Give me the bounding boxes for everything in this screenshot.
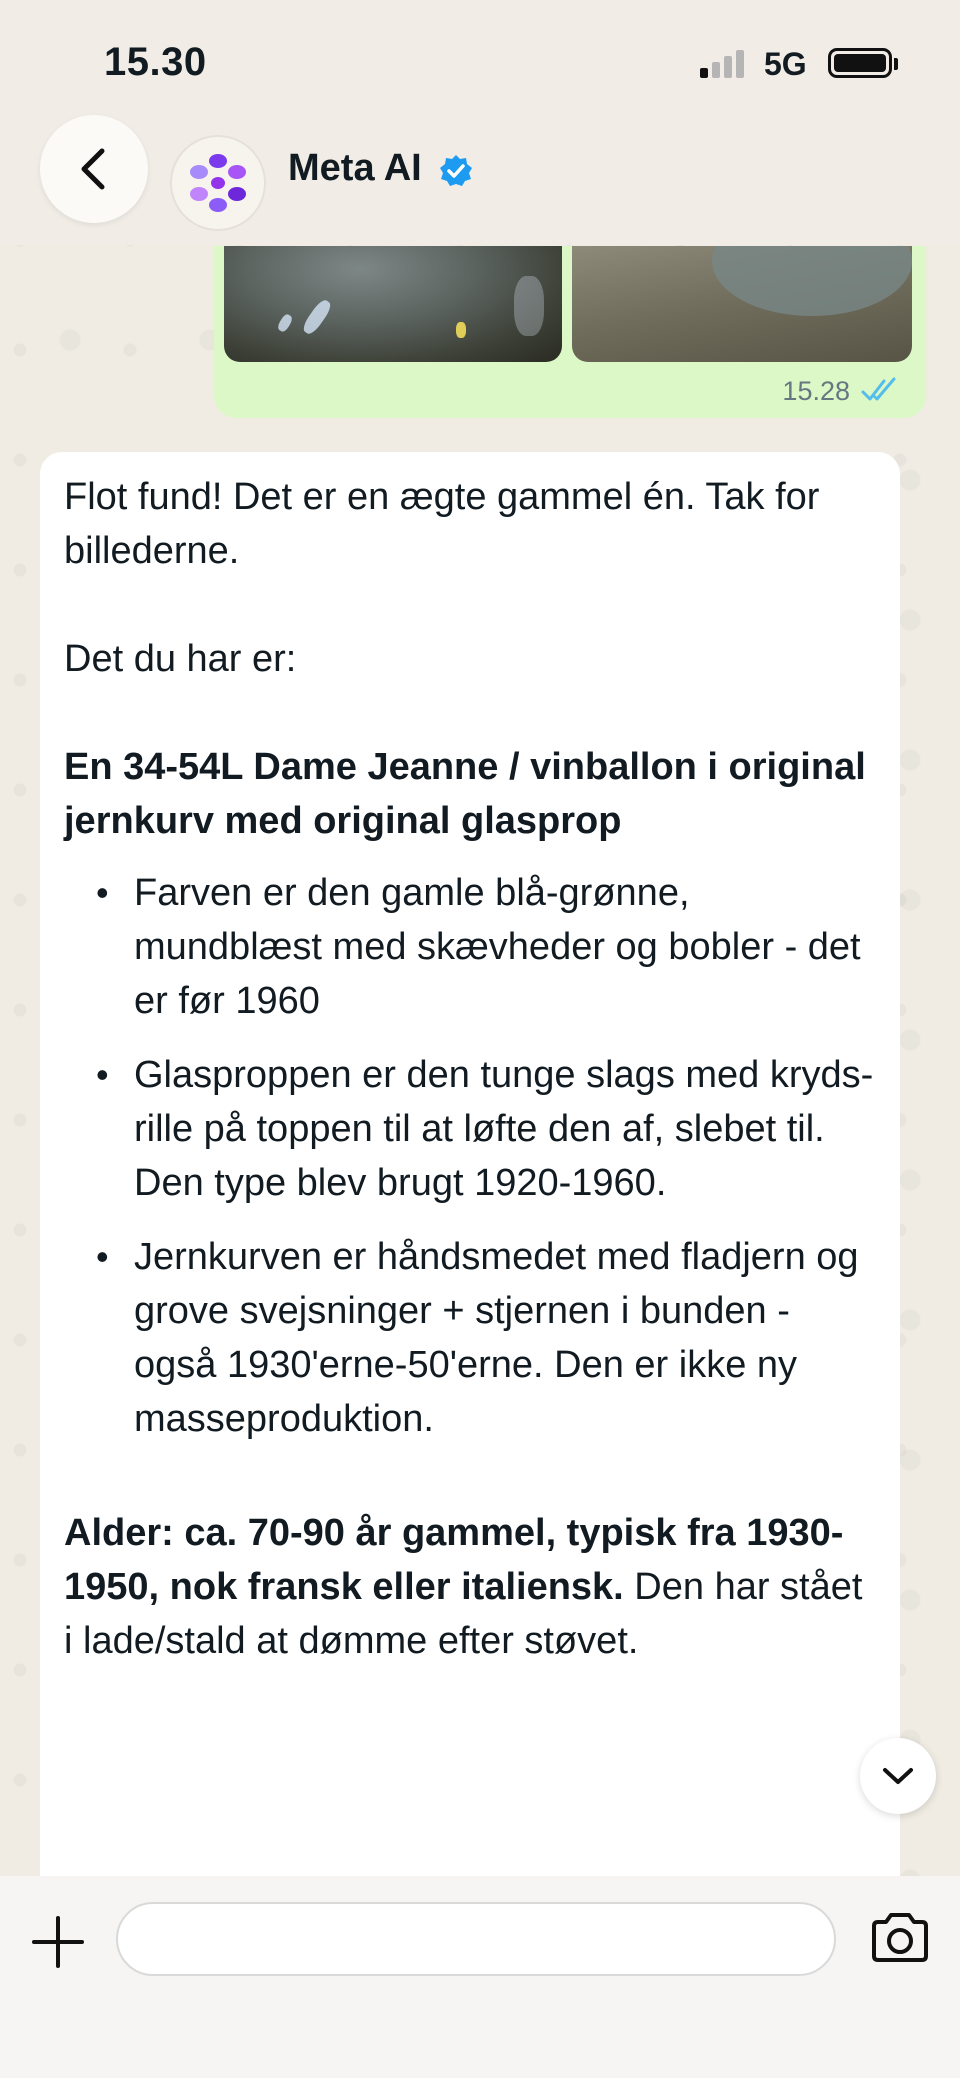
plus-icon[interactable] xyxy=(28,1912,88,1972)
composer-bar xyxy=(0,1876,960,2078)
incoming-message-bubble[interactable] xyxy=(40,452,900,2078)
bullet-list xyxy=(64,866,876,1446)
scroll-to-bottom-button[interactable] xyxy=(860,1738,936,1814)
message-intro: Flot fund! Det er en ægte gammel én. Tak for billederne. xyxy=(64,476,820,572)
meta-ai-avatar-icon xyxy=(172,137,264,229)
back-button[interactable] xyxy=(40,115,148,223)
chevron-down-icon xyxy=(881,1765,915,1787)
list-item: • Farven er den gamle blå-grønne, mundblæst med skævheder og bobler - det er før 1960 xyxy=(64,866,876,1028)
message-heading: En 34-54L Dame Jeanne / vinballon i original jernkurv med original glasprop xyxy=(64,746,866,842)
status-time: 15.30 xyxy=(104,40,207,84)
message-lead: Det du har er: xyxy=(64,638,297,680)
age-bold-text: Alder: ca. 70-90 år gammel, typisk fra 1930-1950, nok fransk eller italiensk. xyxy=(64,1512,844,1608)
status-bar xyxy=(0,0,960,115)
signal-strength-icon xyxy=(700,48,750,78)
photo-thumbnail[interactable] xyxy=(572,246,912,362)
age-rest-text: Den har stået i lade/stald at dømme efter støvet. xyxy=(64,1566,863,1662)
double-check-icon xyxy=(860,376,900,404)
list-item: • Glasproppen er den tunge slags med kryds-rille på toppen til at løfte den af, slebet til. Den type blev brugt 1920-1960. xyxy=(64,1048,876,1210)
back-arrow-icon xyxy=(74,145,114,193)
list-item: • Jernkurven er håndsmedet med fladjern og grove svejsninger + stjernen i bunden - også 1930'erne-50'erne. Den er ikke ny masseproduktion. xyxy=(64,1230,876,1446)
outgoing-message-bubble[interactable] xyxy=(214,246,926,418)
battery-icon xyxy=(828,48,892,78)
message-age-paragraph xyxy=(64,1506,876,1668)
contact-name[interactable]: Meta AI xyxy=(288,147,422,189)
photo-thumbnail[interactable] xyxy=(224,246,562,362)
camera-icon[interactable] xyxy=(868,1910,932,1966)
avatar[interactable] xyxy=(170,135,266,231)
verified-badge-icon xyxy=(438,153,474,189)
chat-header xyxy=(0,115,960,245)
battery-tip xyxy=(894,58,898,70)
message-input[interactable] xyxy=(116,1902,836,1976)
message-timestamp: 15.28 xyxy=(782,376,850,406)
network-type: 5G xyxy=(764,46,807,82)
